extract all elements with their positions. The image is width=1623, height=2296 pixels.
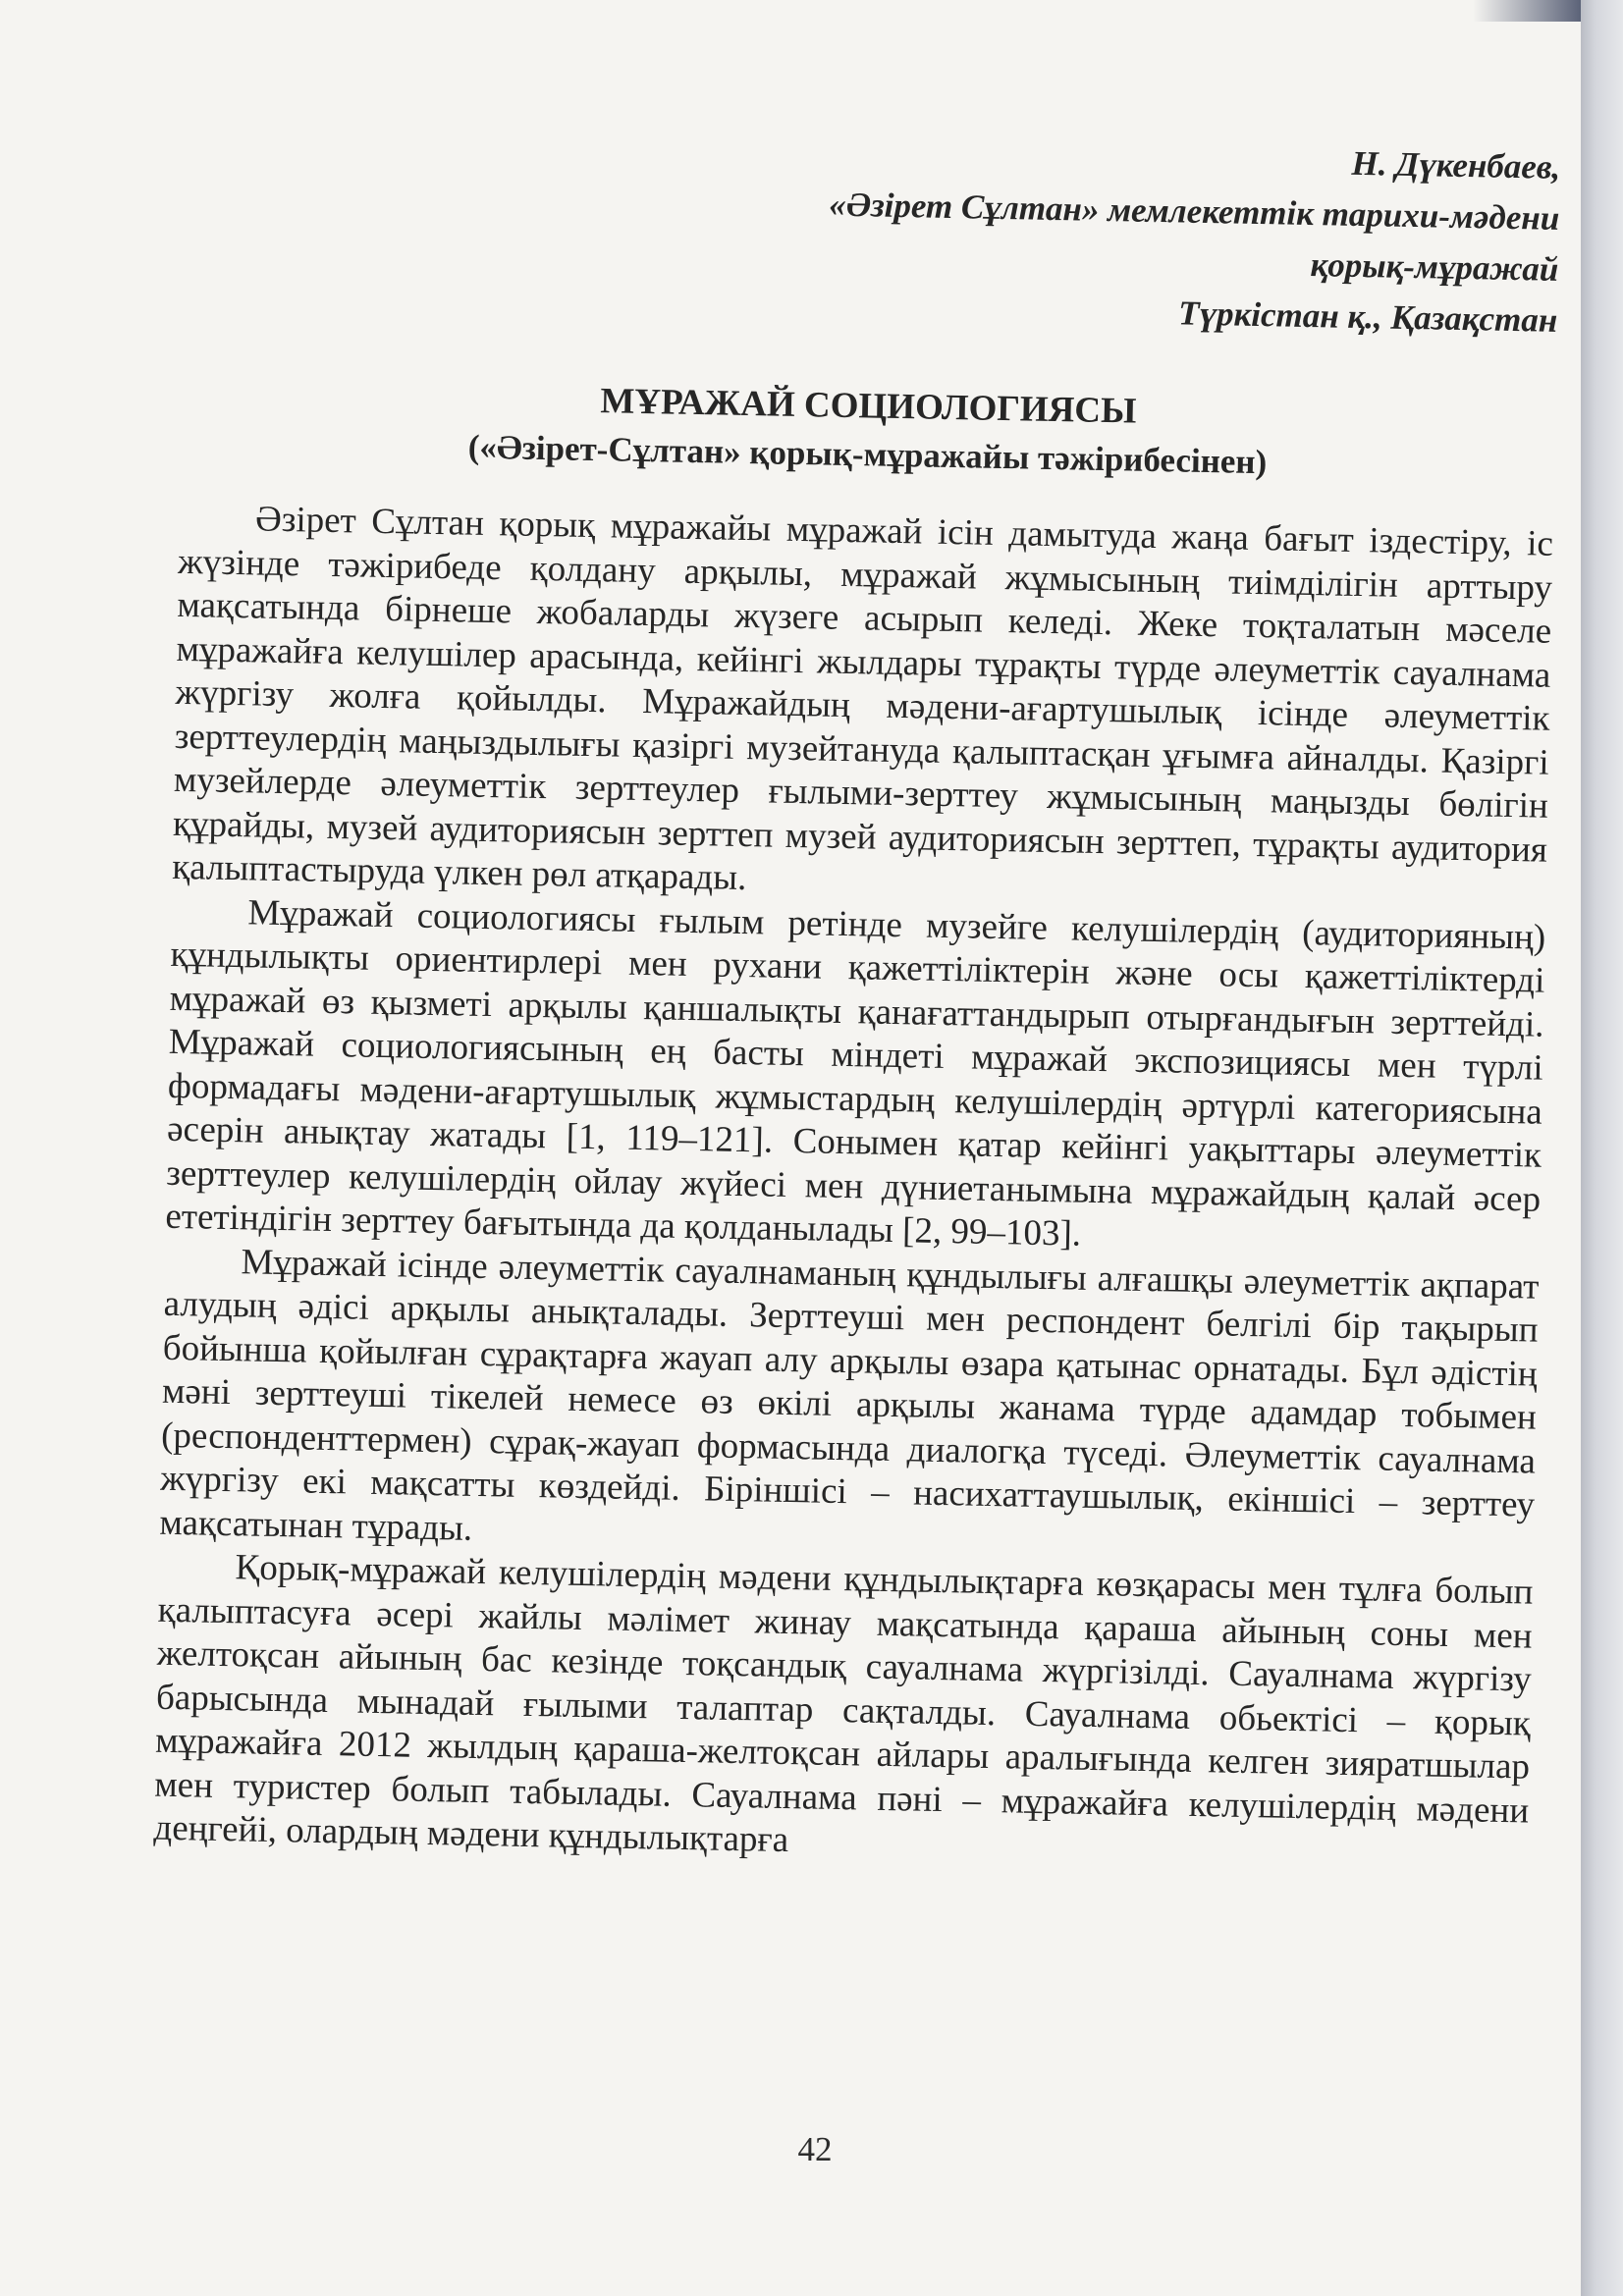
article-subtitle: («Әзірет-Сұлтан» қорық-мұражайы тәжірибесінен) xyxy=(467,427,1268,482)
body-paragraph-1: Әзірет Сұлтан қорық мұражайы мұражай ісін дамытуда жаңа бағыт іздестіру, іс жүзінде тәжірибеде қолдану арқылы, мұражай жұмысының тиімділігін арттыру мақсатында бірнеше жобаларды жүзеге асырып келеді. Жеке тоқталатын мәселе мұражайға келушілер арасында, кейінгі жылдары тұрақты түрде әлеуметтік сауалнама жүргізу жолға қойылды. Мұражайдың мәдени-ағартушылық ісінде әлеуметтік зерттеулердің маңыздылығы қазіргі музейтануда қалыптасқан ұғымға айналды. Қазіргі музейлерде әлеуметтік зерттеулер ғылыми-зерттеу жұмысының маңызды бөлігін құрайды, музей аудиториясын зерттеп музей аудиториясын зерттеп, тұрақты аудитория қалыптастыруда үлкен рөл атқарады. xyxy=(171,499,1554,899)
body-paragraph-4: Қорық-мұражай келушілердің мәдени құндылықтарға көзқарасы мен тұлға болып қалыптасуға әсері жайлы мәлімет жинау мақсатында қараша айының соны мен желтоқсан айының бас кезінде тоқсандық сауалнама жүргізілді. Сауалнама жүргізу барысында мынадай ғылыми талаптар сақталды. Сауалнама обьектісі – қорық мұражайға 2012 жылдың қараша-желтоқсан айлары аралығында келген зияратшылар мен туристер болып табылады. Сауалнама пәні – мұражайға келушілердің мәдени деңгейі, олардың мәдени құндылықтарға xyxy=(153,1547,1534,1861)
page-number: 42 xyxy=(797,2130,833,2168)
author-name: Н. Дүкенбаев, xyxy=(1351,143,1561,187)
author-block xyxy=(183,116,1561,347)
article-title: МҰРАЖАЙ СОЦИОЛОГИЯСЫ xyxy=(600,381,1137,432)
body-paragraph-3: Мұражай ісінде әлеуметтік сауалнаманың құндылығы алғашқы әлеуметтік ақпарат алудың әдісі арқылы анықталады. Зерттеуші мен респондент белгілі бір тақырып бойынша қойылған сұрақтарға жауап алу арқылы өзара қатынас орнатады. Бұл әдістің мәні зерттеуші тікелей немесе өз өкілі арқылы жанама түрде адамдар тобымен (респонденттермен) сұрақ-жауап формасында диалогқа түседі. Әлеуметтік сауалнама жүргізу екі мақсатты көздейді. Біріншісі – насихаттаушылық, екіншісі – зерттеу мақсатынан тұрады. xyxy=(159,1241,1540,1549)
page-edge-shadow xyxy=(1581,0,1623,2296)
author-affiliation: «Әзірет Сұлтан» мемлекеттік тарихи-мәдени xyxy=(828,185,1560,238)
article-body xyxy=(153,497,1553,1877)
page-content xyxy=(153,116,1561,1877)
author-location: Түркістан қ., Қазақстан xyxy=(1177,294,1558,340)
body-paragraph-2: Мұражай социологиясы ғылым ретінде музейге келушілердің (аудиторияның) құндылықты ориентирлері мен рухани қажеттіліктерін және осы қажеттіліктерді мұражай өз қызметі арқылы қаншалықты қанағаттандырып отырғандығын зерттейді. Мұражай социологиясының ең басты міндеті мұражай экспозициясы мен түрлі формадағы мәдени-ағартушылық жұмыстардың келушілердің әртүрлі категориясына әсерін анықтау жатады [1, 119–121]. Сонымен қатар кейінгі уақыттары әлеуметтік зерттеулер келушілердің ойлау жүйесі мен дүниетанымына мұражайдың қалай әсер ететіндігін зерттеу бағытында да қолданылады [2, 99–103]. xyxy=(165,891,1546,1255)
author-affiliation-cont: қорық-мұражай xyxy=(1310,245,1559,289)
scan-corner-shadow xyxy=(1473,0,1581,22)
